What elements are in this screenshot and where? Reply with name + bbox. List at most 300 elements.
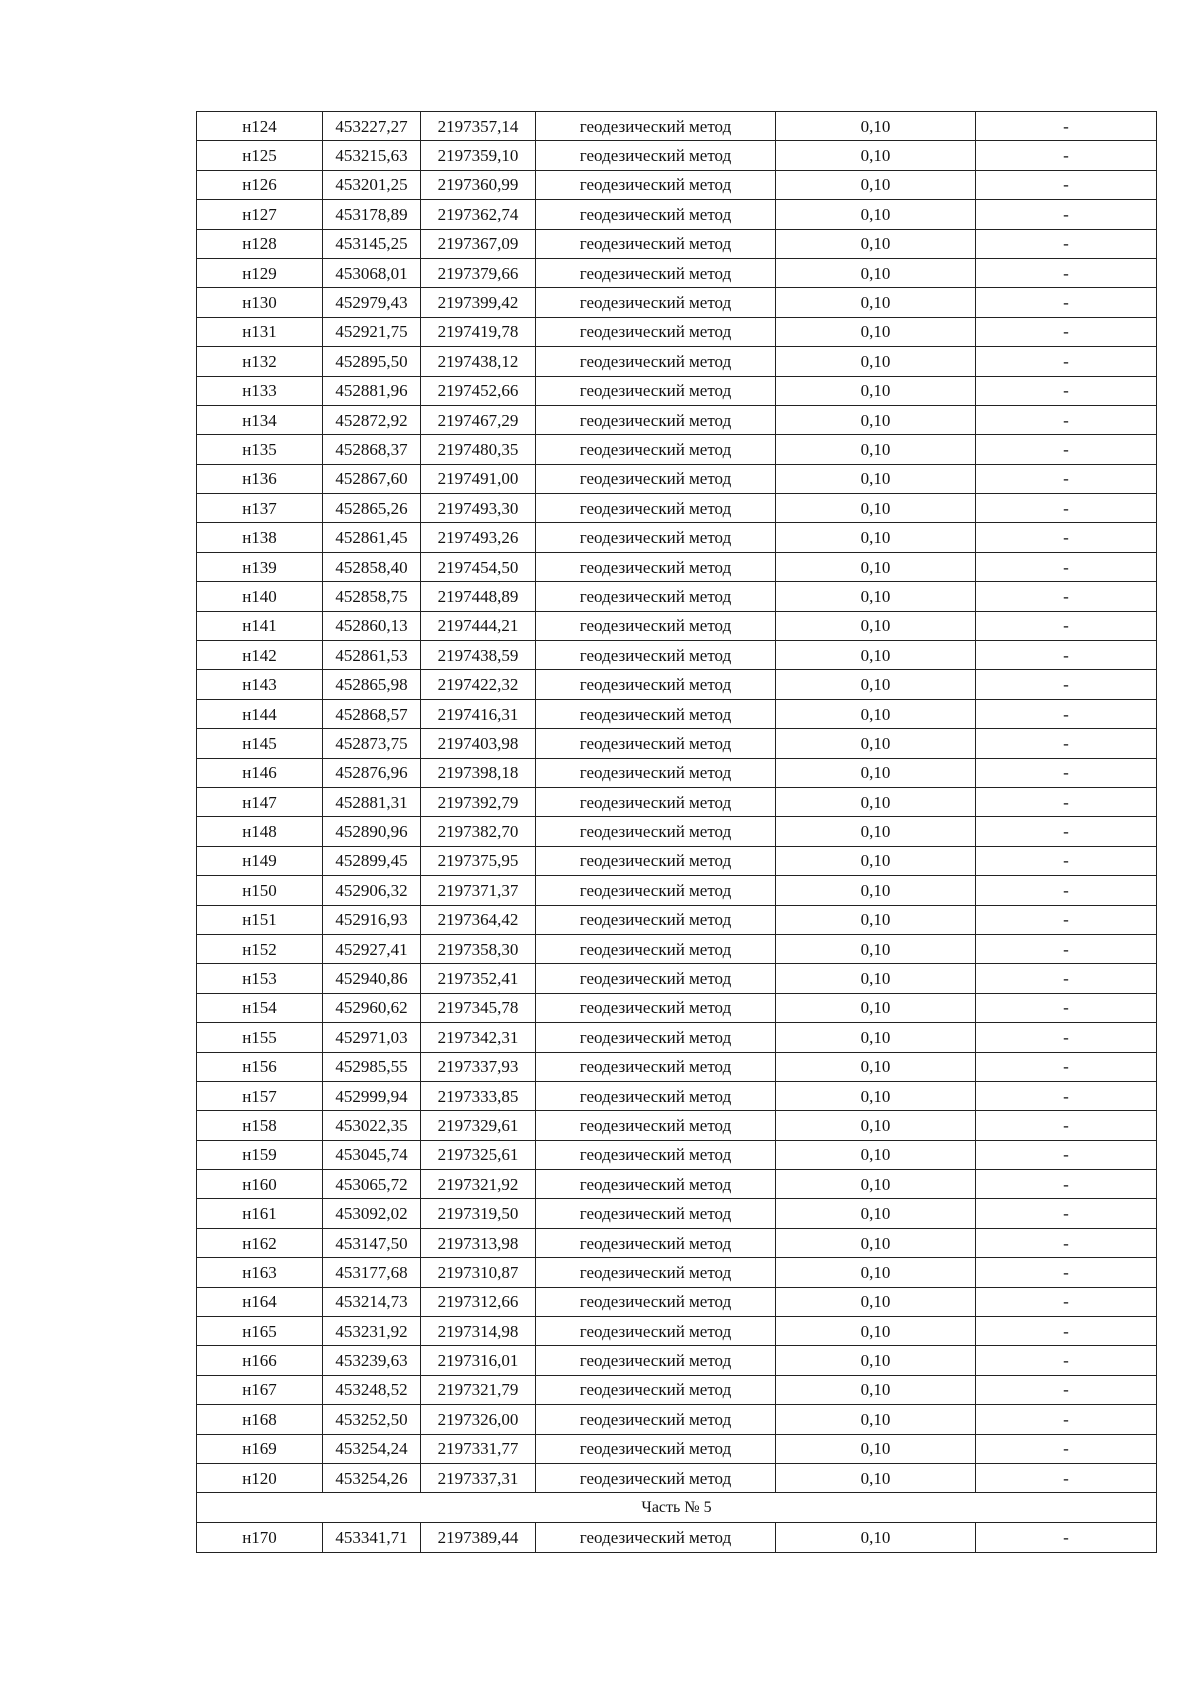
description-cell: - — [976, 787, 1157, 816]
x-coordinate-cell: 453177,68 — [323, 1258, 421, 1287]
method-cell: геодезический метод — [536, 699, 776, 728]
method-cell: геодезический метод — [536, 1170, 776, 1199]
x-coordinate-cell: 452960,62 — [323, 993, 421, 1022]
description-cell: - — [976, 1170, 1157, 1199]
accuracy-cell: 0,10 — [776, 464, 976, 493]
description-cell: - — [976, 1317, 1157, 1346]
x-coordinate-cell: 453147,50 — [323, 1228, 421, 1257]
point-name-cell: н157 — [197, 1081, 323, 1110]
method-cell: геодезический метод — [536, 435, 776, 464]
accuracy-cell: 0,10 — [776, 229, 976, 258]
point-name-cell: н163 — [197, 1258, 323, 1287]
point-name-cell: н137 — [197, 494, 323, 523]
accuracy-cell: 0,10 — [776, 993, 976, 1022]
accuracy-cell: 0,10 — [776, 1228, 976, 1257]
description-cell: - — [976, 1081, 1157, 1110]
point-name-cell: н140 — [197, 582, 323, 611]
y-coordinate-cell: 2197321,79 — [421, 1375, 536, 1404]
method-cell: геодезический метод — [536, 934, 776, 963]
description-cell: - — [976, 1140, 1157, 1169]
method-cell: геодезический метод — [536, 288, 776, 317]
point-name-cell: н132 — [197, 347, 323, 376]
x-coordinate-cell: 453215,63 — [323, 141, 421, 170]
table-row — [197, 934, 1157, 963]
point-name-cell: н168 — [197, 1405, 323, 1434]
accuracy-cell: 0,10 — [776, 1463, 976, 1492]
point-name-cell: н133 — [197, 376, 323, 405]
table-row — [197, 758, 1157, 787]
method-cell: геодезический метод — [536, 405, 776, 434]
point-name-cell: н153 — [197, 964, 323, 993]
method-cell: геодезический метод — [536, 964, 776, 993]
y-coordinate-cell: 2197337,93 — [421, 1052, 536, 1081]
x-coordinate-cell: 452858,40 — [323, 552, 421, 581]
y-coordinate-cell: 2197345,78 — [421, 993, 536, 1022]
table-row — [197, 993, 1157, 1022]
y-coordinate-cell: 2197319,50 — [421, 1199, 536, 1228]
point-name-cell: н136 — [197, 464, 323, 493]
coordinates-sheet — [196, 111, 1156, 1553]
accuracy-cell: 0,10 — [776, 582, 976, 611]
x-coordinate-cell: 452921,75 — [323, 317, 421, 346]
accuracy-cell: 0,10 — [776, 641, 976, 670]
y-coordinate-cell: 2197333,85 — [421, 1081, 536, 1110]
table-row — [197, 964, 1157, 993]
point-name-cell: н130 — [197, 288, 323, 317]
x-coordinate-cell: 452876,96 — [323, 758, 421, 787]
point-name-cell: н154 — [197, 993, 323, 1022]
table-row — [197, 1434, 1157, 1463]
y-coordinate-cell: 2197312,66 — [421, 1287, 536, 1316]
table-row — [197, 1023, 1157, 1052]
table-row — [197, 787, 1157, 816]
x-coordinate-cell: 452979,43 — [323, 288, 421, 317]
y-coordinate-cell: 2197452,66 — [421, 376, 536, 405]
method-cell: геодезический метод — [536, 670, 776, 699]
description-cell: - — [976, 229, 1157, 258]
y-coordinate-cell: 2197493,30 — [421, 494, 536, 523]
point-name-cell: н145 — [197, 729, 323, 758]
x-coordinate-cell: 452906,32 — [323, 876, 421, 905]
point-name-cell: н156 — [197, 1052, 323, 1081]
table-row — [197, 200, 1157, 229]
y-coordinate-cell: 2197399,42 — [421, 288, 536, 317]
accuracy-cell: 0,10 — [776, 817, 976, 846]
y-coordinate-cell: 2197454,50 — [421, 552, 536, 581]
point-name-cell: н162 — [197, 1228, 323, 1257]
point-name-cell: н158 — [197, 1111, 323, 1140]
description-cell: - — [976, 405, 1157, 434]
accuracy-cell: 0,10 — [776, 112, 976, 141]
table-row — [197, 258, 1157, 287]
table-row — [197, 1052, 1157, 1081]
method-cell: геодезический метод — [536, 464, 776, 493]
point-name-cell: н149 — [197, 846, 323, 875]
y-coordinate-cell: 2197448,89 — [421, 582, 536, 611]
y-coordinate-cell: 2197382,70 — [421, 817, 536, 846]
accuracy-cell: 0,10 — [776, 1434, 976, 1463]
accuracy-cell: 0,10 — [776, 934, 976, 963]
x-coordinate-cell: 453341,71 — [323, 1523, 421, 1552]
description-cell: - — [976, 846, 1157, 875]
description-cell: - — [976, 1523, 1157, 1552]
method-cell: геодезический метод — [536, 200, 776, 229]
y-coordinate-cell: 2197392,79 — [421, 787, 536, 816]
table-row — [197, 1228, 1157, 1257]
x-coordinate-cell: 453231,92 — [323, 1317, 421, 1346]
y-coordinate-cell: 2197416,31 — [421, 699, 536, 728]
point-name-cell: н165 — [197, 1317, 323, 1346]
accuracy-cell: 0,10 — [776, 729, 976, 758]
accuracy-cell: 0,10 — [776, 1023, 976, 1052]
table-row — [197, 582, 1157, 611]
accuracy-cell: 0,10 — [776, 376, 976, 405]
x-coordinate-cell: 452999,94 — [323, 1081, 421, 1110]
accuracy-cell: 0,10 — [776, 435, 976, 464]
point-name-cell: н159 — [197, 1140, 323, 1169]
part-4-rows — [197, 112, 1157, 1493]
x-coordinate-cell: 453254,24 — [323, 1434, 421, 1463]
method-cell: геодезический метод — [536, 1463, 776, 1492]
x-coordinate-cell: 453227,27 — [323, 112, 421, 141]
y-coordinate-cell: 2197352,41 — [421, 964, 536, 993]
method-cell: геодезический метод — [536, 1523, 776, 1552]
description-cell: - — [976, 523, 1157, 552]
table-row — [197, 405, 1157, 434]
section-row — [197, 1493, 1157, 1523]
accuracy-cell: 0,10 — [776, 1346, 976, 1375]
y-coordinate-cell: 2197422,32 — [421, 670, 536, 699]
accuracy-cell: 0,10 — [776, 317, 976, 346]
method-cell: геодезический метод — [536, 1405, 776, 1434]
accuracy-cell: 0,10 — [776, 552, 976, 581]
description-cell: - — [976, 258, 1157, 287]
accuracy-cell: 0,10 — [776, 288, 976, 317]
description-cell: - — [976, 435, 1157, 464]
accuracy-cell: 0,10 — [776, 258, 976, 287]
point-name-cell: н131 — [197, 317, 323, 346]
point-name-cell: н127 — [197, 200, 323, 229]
description-cell: - — [976, 611, 1157, 640]
method-cell: геодезический метод — [536, 641, 776, 670]
point-name-cell: н169 — [197, 1434, 323, 1463]
x-coordinate-cell: 453065,72 — [323, 1170, 421, 1199]
method-cell: геодезический метод — [536, 494, 776, 523]
description-cell: - — [976, 993, 1157, 1022]
point-name-cell: н124 — [197, 112, 323, 141]
table-row — [197, 1170, 1157, 1199]
method-cell: геодезический метод — [536, 317, 776, 346]
description-cell: - — [976, 934, 1157, 963]
accuracy-cell: 0,10 — [776, 1052, 976, 1081]
point-name-cell: н151 — [197, 905, 323, 934]
method-cell: геодезический метод — [536, 112, 776, 141]
method-cell: геодезический метод — [536, 552, 776, 581]
y-coordinate-cell: 2197493,26 — [421, 523, 536, 552]
y-coordinate-cell: 2197364,42 — [421, 905, 536, 934]
table-row — [197, 1287, 1157, 1316]
description-cell: - — [976, 1023, 1157, 1052]
y-coordinate-cell: 2197362,74 — [421, 200, 536, 229]
point-name-cell: н120 — [197, 1463, 323, 1492]
x-coordinate-cell: 453239,63 — [323, 1346, 421, 1375]
point-name-cell: н166 — [197, 1346, 323, 1375]
section-header — [197, 1493, 1157, 1523]
method-cell: геодезический метод — [536, 1111, 776, 1140]
y-coordinate-cell: 2197491,00 — [421, 464, 536, 493]
x-coordinate-cell: 452872,92 — [323, 405, 421, 434]
accuracy-cell: 0,10 — [776, 141, 976, 170]
y-coordinate-cell: 2197329,61 — [421, 1111, 536, 1140]
x-coordinate-cell: 453178,89 — [323, 200, 421, 229]
table-row — [197, 464, 1157, 493]
method-cell: геодезический метод — [536, 1287, 776, 1316]
y-coordinate-cell: 2197438,59 — [421, 641, 536, 670]
description-cell: - — [976, 317, 1157, 346]
description-cell: - — [976, 905, 1157, 934]
description-cell: - — [976, 641, 1157, 670]
point-name-cell: н144 — [197, 699, 323, 728]
accuracy-cell: 0,10 — [776, 699, 976, 728]
y-coordinate-cell: 2197331,77 — [421, 1434, 536, 1463]
method-cell: геодезический метод — [536, 1317, 776, 1346]
method-cell: геодезический метод — [536, 170, 776, 199]
table-row — [197, 641, 1157, 670]
method-cell: геодезический метод — [536, 1375, 776, 1404]
y-coordinate-cell: 2197342,31 — [421, 1023, 536, 1052]
method-cell: геодезический метод — [536, 523, 776, 552]
method-cell: геодезический метод — [536, 1023, 776, 1052]
x-coordinate-cell: 452861,45 — [323, 523, 421, 552]
accuracy-cell: 0,10 — [776, 611, 976, 640]
accuracy-cell: 0,10 — [776, 787, 976, 816]
accuracy-cell: 0,10 — [776, 758, 976, 787]
accuracy-cell: 0,10 — [776, 1287, 976, 1316]
method-cell: геодезический метод — [536, 582, 776, 611]
y-coordinate-cell: 2197367,09 — [421, 229, 536, 258]
description-cell: - — [976, 288, 1157, 317]
x-coordinate-cell: 452940,86 — [323, 964, 421, 993]
coordinates-table — [196, 111, 1157, 1553]
method-cell: геодезический метод — [536, 1434, 776, 1463]
method-cell: геодезический метод — [536, 787, 776, 816]
x-coordinate-cell: 453201,25 — [323, 170, 421, 199]
x-coordinate-cell: 452881,96 — [323, 376, 421, 405]
x-coordinate-cell: 452873,75 — [323, 729, 421, 758]
accuracy-cell: 0,10 — [776, 1317, 976, 1346]
table-row — [197, 552, 1157, 581]
method-cell: геодезический метод — [536, 347, 776, 376]
x-coordinate-cell: 453022,35 — [323, 1111, 421, 1140]
description-cell: - — [976, 376, 1157, 405]
accuracy-cell: 0,10 — [776, 1523, 976, 1552]
point-name-cell: н143 — [197, 670, 323, 699]
x-coordinate-cell: 453045,74 — [323, 1140, 421, 1169]
table-row — [197, 1258, 1157, 1287]
method-cell: геодезический метод — [536, 1346, 776, 1375]
x-coordinate-cell: 452890,96 — [323, 817, 421, 846]
y-coordinate-cell: 2197358,30 — [421, 934, 536, 963]
description-cell: - — [976, 758, 1157, 787]
table-row — [197, 876, 1157, 905]
point-name-cell: н147 — [197, 787, 323, 816]
accuracy-cell: 0,10 — [776, 1375, 976, 1404]
accuracy-cell: 0,10 — [776, 1170, 976, 1199]
x-coordinate-cell: 452865,98 — [323, 670, 421, 699]
y-coordinate-cell: 2197326,00 — [421, 1405, 536, 1434]
description-cell: - — [976, 141, 1157, 170]
method-cell: геодезический метод — [536, 229, 776, 258]
description-cell: - — [976, 582, 1157, 611]
part-5-rows — [197, 1523, 1157, 1552]
x-coordinate-cell: 452858,75 — [323, 582, 421, 611]
y-coordinate-cell: 2197467,29 — [421, 405, 536, 434]
point-name-cell: н150 — [197, 876, 323, 905]
table-row — [197, 494, 1157, 523]
table-row — [197, 1111, 1157, 1140]
description-cell: - — [976, 112, 1157, 141]
method-cell: геодезический метод — [536, 1081, 776, 1110]
accuracy-cell: 0,10 — [776, 1199, 976, 1228]
table-row — [197, 817, 1157, 846]
description-cell: - — [976, 1111, 1157, 1140]
y-coordinate-cell: 2197359,10 — [421, 141, 536, 170]
method-cell: геодезический метод — [536, 993, 776, 1022]
y-coordinate-cell: 2197371,37 — [421, 876, 536, 905]
table-row — [197, 229, 1157, 258]
description-cell: - — [976, 1434, 1157, 1463]
method-cell: геодезический метод — [536, 1140, 776, 1169]
table-row — [197, 1199, 1157, 1228]
method-cell: геодезический метод — [536, 258, 776, 287]
table-row — [197, 435, 1157, 464]
y-coordinate-cell: 2197480,35 — [421, 435, 536, 464]
description-cell: - — [976, 1375, 1157, 1404]
accuracy-cell: 0,10 — [776, 200, 976, 229]
accuracy-cell: 0,10 — [776, 1081, 976, 1110]
description-cell: - — [976, 1405, 1157, 1434]
description-cell: - — [976, 670, 1157, 699]
y-coordinate-cell: 2197398,18 — [421, 758, 536, 787]
y-coordinate-cell: 2197337,31 — [421, 1463, 536, 1492]
method-cell: геодезический метод — [536, 817, 776, 846]
point-name-cell: н125 — [197, 141, 323, 170]
table-row — [197, 1375, 1157, 1404]
point-name-cell: н148 — [197, 817, 323, 846]
x-coordinate-cell: 453252,50 — [323, 1405, 421, 1434]
x-coordinate-cell: 452860,13 — [323, 611, 421, 640]
y-coordinate-cell: 2197375,95 — [421, 846, 536, 875]
table-row — [197, 523, 1157, 552]
method-cell: геодезический метод — [536, 1228, 776, 1257]
description-cell: - — [976, 1346, 1157, 1375]
x-coordinate-cell: 452865,26 — [323, 494, 421, 523]
x-coordinate-cell: 452916,93 — [323, 905, 421, 934]
description-cell: - — [976, 1463, 1157, 1492]
accuracy-cell: 0,10 — [776, 670, 976, 699]
x-coordinate-cell: 452899,45 — [323, 846, 421, 875]
x-coordinate-cell: 452868,37 — [323, 435, 421, 464]
description-cell: - — [976, 1052, 1157, 1081]
table-row — [197, 1140, 1157, 1169]
y-coordinate-cell: 2197438,12 — [421, 347, 536, 376]
description-cell: - — [976, 1258, 1157, 1287]
method-cell: геодезический метод — [536, 1258, 776, 1287]
y-coordinate-cell: 2197313,98 — [421, 1228, 536, 1257]
accuracy-cell: 0,10 — [776, 347, 976, 376]
accuracy-cell: 0,10 — [776, 846, 976, 875]
y-coordinate-cell: 2197357,14 — [421, 112, 536, 141]
point-name-cell: н146 — [197, 758, 323, 787]
table-row — [197, 670, 1157, 699]
x-coordinate-cell: 452895,50 — [323, 347, 421, 376]
x-coordinate-cell: 453145,25 — [323, 229, 421, 258]
y-coordinate-cell: 2197360,99 — [421, 170, 536, 199]
x-coordinate-cell: 453254,26 — [323, 1463, 421, 1492]
point-name-cell: н161 — [197, 1199, 323, 1228]
x-coordinate-cell: 453068,01 — [323, 258, 421, 287]
description-cell: - — [976, 729, 1157, 758]
y-coordinate-cell: 2197325,61 — [421, 1140, 536, 1169]
point-name-cell: н139 — [197, 552, 323, 581]
table-row — [197, 141, 1157, 170]
table-row — [197, 1523, 1157, 1552]
x-coordinate-cell: 452881,31 — [323, 787, 421, 816]
x-coordinate-cell: 453248,52 — [323, 1375, 421, 1404]
accuracy-cell: 0,10 — [776, 1111, 976, 1140]
x-coordinate-cell: 453214,73 — [323, 1287, 421, 1316]
accuracy-cell: 0,10 — [776, 876, 976, 905]
x-coordinate-cell: 452867,60 — [323, 464, 421, 493]
point-name-cell: н170 — [197, 1523, 323, 1552]
x-coordinate-cell: 452927,41 — [323, 934, 421, 963]
accuracy-cell: 0,10 — [776, 405, 976, 434]
x-coordinate-cell: 453092,02 — [323, 1199, 421, 1228]
point-name-cell: н126 — [197, 170, 323, 199]
method-cell: геодезический метод — [536, 729, 776, 758]
table-row — [197, 376, 1157, 405]
point-name-cell: н167 — [197, 1375, 323, 1404]
point-name-cell: н129 — [197, 258, 323, 287]
accuracy-cell: 0,10 — [776, 523, 976, 552]
y-coordinate-cell: 2197444,21 — [421, 611, 536, 640]
table-row — [197, 1405, 1157, 1434]
table-row — [197, 905, 1157, 934]
method-cell: геодезический метод — [536, 1052, 776, 1081]
x-coordinate-cell: 452861,53 — [323, 641, 421, 670]
point-name-cell: н128 — [197, 229, 323, 258]
description-cell: - — [976, 1199, 1157, 1228]
table-row — [197, 699, 1157, 728]
point-name-cell: н155 — [197, 1023, 323, 1052]
description-cell: - — [976, 699, 1157, 728]
description-cell: - — [976, 170, 1157, 199]
x-coordinate-cell: 452868,57 — [323, 699, 421, 728]
description-cell: - — [976, 1287, 1157, 1316]
method-cell: геодезический метод — [536, 905, 776, 934]
point-name-cell: н138 — [197, 523, 323, 552]
table-row — [197, 112, 1157, 141]
accuracy-cell: 0,10 — [776, 494, 976, 523]
table-row — [197, 729, 1157, 758]
y-coordinate-cell: 2197379,66 — [421, 258, 536, 287]
method-cell: геодезический метод — [536, 758, 776, 787]
accuracy-cell: 0,10 — [776, 964, 976, 993]
table-row — [197, 1463, 1157, 1492]
table-row — [197, 347, 1157, 376]
table-row — [197, 611, 1157, 640]
method-cell: геодезический метод — [536, 376, 776, 405]
